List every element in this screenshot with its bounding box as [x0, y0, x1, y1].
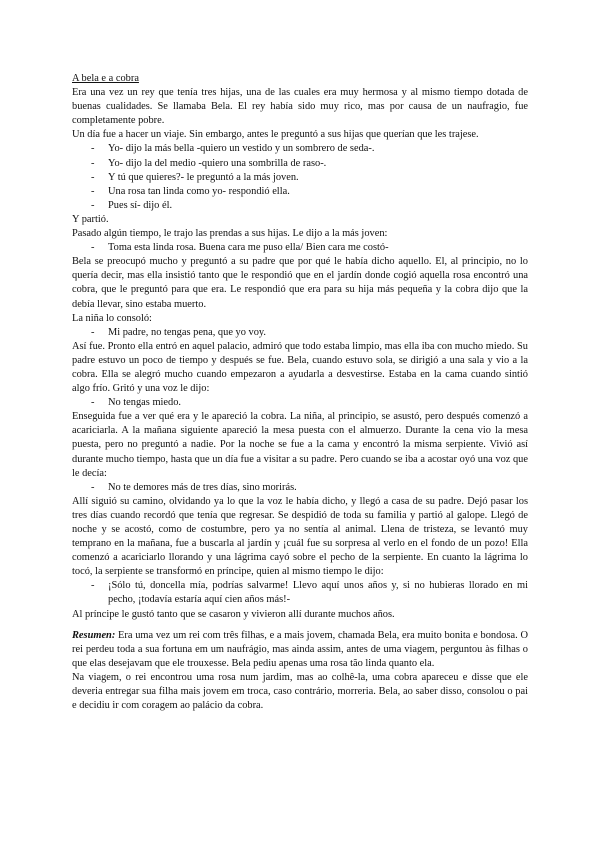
summary-paragraph-2: Na viagem, o rei encontrou uma rosa num jardim, mas ao colhê-la, uma cobra apareceu e disse que ele deveria entregar sua filha mais jovem em troca, caso contrário, morreria. Bela, ao saber disso, consolou o pai e decidiu ir com coragem ao palácio da cobra. [72, 671, 528, 712]
dialogue-line: - Pues sí- dijo él. [72, 199, 528, 213]
story-title: A bela e a cobra [72, 73, 139, 84]
dialogue-line: - No te demores más de tres días, sino morirás. [72, 481, 528, 495]
paragraph: Enseguida fue a ver qué era y le apareció la cobra. La niña, al principio, se asustó, pero después comenzó a acariciarla. A la mañana siguiente apareció la mesa puesta con el almuerzo. Durante la cena vio la mesa puesta, pero no preguntó a nadie. Por la noche se fue a la cama y encontró la misma serpiente. Vivió así durante mucho tiempo, hasta que un día fue a visitar a su padre. Pero cuando se iba a acostar oyó una voz que le decía: [72, 411, 528, 479]
section-gap [72, 622, 528, 629]
paragraph: La niña lo consoló: [72, 312, 152, 324]
paragraph: Al príncipe le gustó tanto que se casaron y vivieron allí durante muchos años. [72, 608, 395, 620]
summary-paragraph [72, 629, 528, 671]
paragraph: Allí siguió su camino, olvidando ya lo que la voz le había dicho, y llegó a casa de su padre. Dejó pasar los tres días cuando recordó que tenía que regresar. Se despidió de toda su familia y partió al galope. Llegó de noche y se acostó, como de costumbre, pero ya no sentía al animal. Llena de tristeza, se levantó muy temprano en la mañana, fue a buscarla al jardín y ¡cuál fue su sorpresa al verlo en el fondo de un pozo! Ella comenzó a acariciarlo llorando y una lágrima cayó sobre el pecho de la serpiente. En cuanto la lágrima lo tocó, la serpiente se transformó en príncipe, quien al mismo tiempo le dijo: [72, 495, 528, 578]
dialogue-line: - Yo- dijo la del medio -quiero una sombrilla de raso-. [72, 157, 528, 171]
dialogue-line: - Yo- dijo la más bella -quiero un vestido y un sombrero de seda-. [72, 142, 528, 156]
dialogue-line: - ¡Sólo tú, doncella mía, podrías salvarme! Llevo aquí unos años y, si no hubieras llorado en mi pecho, ¡todavía estaría aquí cien años más!- [72, 579, 528, 607]
paragraph: Pasado algún tiempo, le trajo las prendas a sus hijas. Le dijo a la más joven: [72, 228, 388, 240]
dialogue-line: - Toma esta linda rosa. Buena cara me puso ella/ Bien cara me costó- [72, 241, 528, 255]
paragraph: Bela se preocupó mucho y preguntó a su padre que por qué le había dicho aquello. El, al principio, no lo quería decir, mas ella insistió tanto que le respondió que en el jardín donde cogió aquella rosa encontró una cobra, que le preguntó para que era. Le respondió que era para su hija más pequeña y la cobra dijo que la debía llevar, sino estaba muerto. [72, 256, 528, 310]
document-body [72, 72, 528, 713]
summary-text: Era uma vez um rei com três filhas, e a mais jovem, chamada Bela, era muito bonita e bondosa. O rei perdeu toda a sua fortuna em um naufrágio, mas ainda assim, antes de uma viagem, perguntou às filhas o que elas desejavam que ele trouxesse. Bela pediu apenas uma rosa tão linda quanto ela. [72, 629, 528, 669]
paragraph: Así fue. Pronto ella entró en aquel palacio, admiró que todo estaba limpio, mas ella iba con mucho miedo. Su padre estuvo un poco de tiempo y después se fue. Bela, cuando estuvo sola, se dirigió a una sala y vio a la cobra. Ella se alegró mucho cuando empezaron a ayudarla a desvestirse. Estaba en la cama cuando sintió algo frío. Gritó y una voz le dijo: [72, 340, 528, 395]
dialogue-line: - No tengas miedo. [72, 396, 528, 410]
dialogue-line: - Una rosa tan linda como yo- respondió ella. [72, 185, 528, 199]
dialogue-line: - Y tú que quieres?- le preguntó a la más joven. [72, 171, 528, 185]
paragraph: Y partió. [72, 213, 109, 225]
dialogue-line: - Mi padre, no tengas pena, que yo voy. [72, 326, 528, 340]
paragraph: Un día fue a hacer un viaje. Sin embargo, antes le preguntó a sus hijas que querían que les trajese. [72, 129, 479, 141]
paragraph: Era una vez un rey que tenía tres hijas, una de las cuales era muy hermosa y al mismo tiempo dotada de buenas cualidades. Se llamaba Bela. El rey había sido muy rico, mas por causa de un naufragio, fue completamente pobre. [72, 87, 528, 127]
summary-label: Resumen: [72, 629, 116, 641]
